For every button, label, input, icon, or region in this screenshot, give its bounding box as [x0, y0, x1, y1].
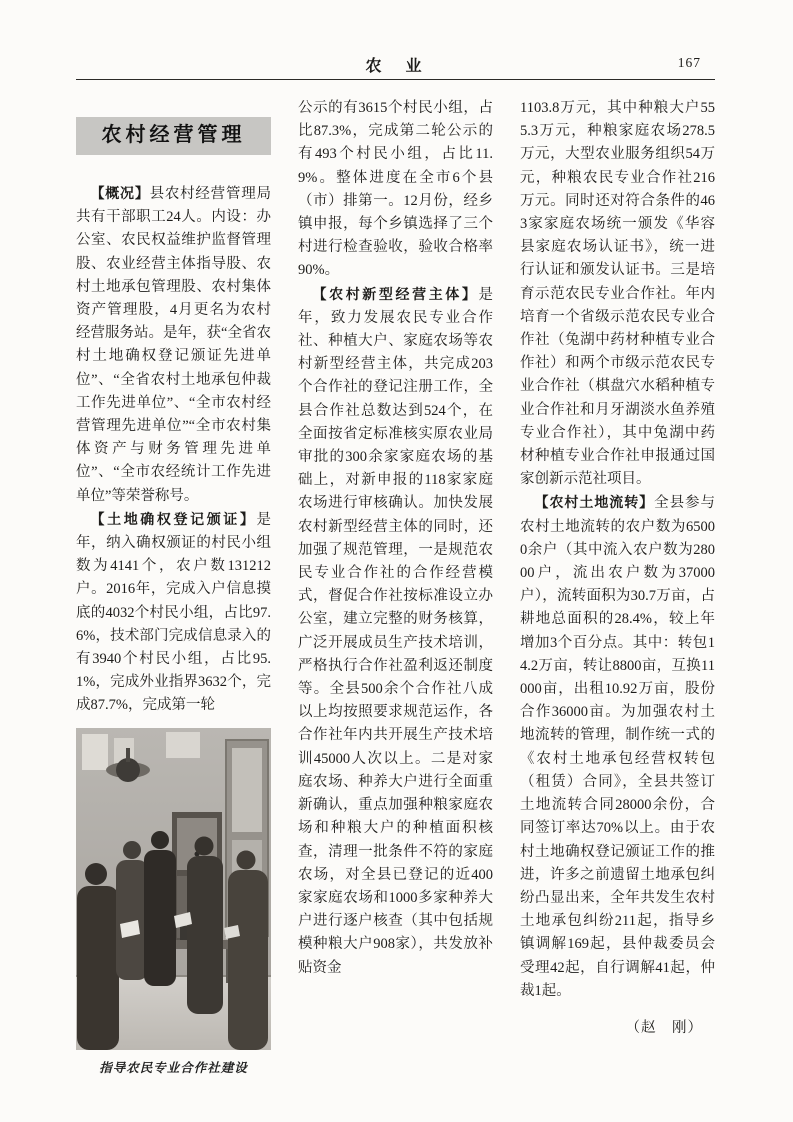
page-number: 167 [677, 55, 701, 70]
paragraph-text-land-cert-cont: 公示的有3615个村民小组，占比87.3%，完成第二轮公示的有493个村民小组，占比11.9%。整体进度在全市6个县（市）排第一。12月份，经乡镇申报，每个乡镇选择了三个村进行检查验收，验收合格率90%。 [298, 100, 493, 279]
paragraph-new-entities-continuation [520, 97, 715, 491]
paragraph-label-new-entities: 【农村新型经营主体】 [312, 285, 479, 302]
running-head-title: 农 业 [365, 58, 426, 75]
paragraph-text-new-entities-cont: 1103.8万元，其中种粮大户555.3万元，种粮家庭农场278.5万元，大型农业服务组织54万元，种粮农民专业合作社216万元。同时还对符合条件的463家家庭农场统一颁发《华容县家庭农场认证书》，统一进行认证和颁发认证书。三是培育示范农民专业合作社。年内培育一个省级示范农民专业合作社（兔湖中药材种植专业合作社）和两个市级示范农民专业合作社（棋盘穴水稻种植专业合作社和月牙湖淡水鱼养殖专业合作社），其中兔湖中药材种植专业合作社申报通过国家创新示范社项目。 [520, 100, 715, 488]
photo-caption: 指导农民专业合作社建设 [99, 1060, 248, 1075]
paragraph-text-land-cert: 是年，纳入确权颁证的村民小组数为4141个，农户数131212户。2016年，完成入户信息摸底的4032个村民小组，占比97.6%，技术部门完成信息录入的有3940个村民小组，占比95.1%，完成外业指界3632个，完成87.7%，完成第一轮 [76, 511, 271, 714]
article-columns [76, 97, 715, 1080]
paragraph-label-overview: 【概况】 [90, 185, 150, 201]
column-middle [298, 97, 493, 1080]
paragraph-label-land-cert: 【土地确权登记颁证】 [90, 510, 257, 527]
paragraph-text-overview: 县农村经营管理局共有干部职工24人。内设：办公室、农民权益维护监督管理股、农业经营主体指导股、农村土地承包管理股、农村集体资产管理股，4月更名为农村经营服务站。是年，获“全省农村土地确权登记颁证先进单位”、“全省农村土地承包仲裁工作先进单位”、“全市农村经营管理先进单位”“全市农村集体资产与财务管理先进单位”、“全市农经统计工作先进单位”等荣誉称号。 [76, 186, 272, 504]
paragraph-label-land-transfer: 【农村土地流转】 [534, 494, 655, 511]
paragraph-land-cert-continuation [298, 97, 493, 283]
column-left [76, 97, 271, 1080]
paragraph-land-cert [76, 508, 271, 718]
photo [76, 728, 271, 1050]
byline: （赵 刚） [625, 1019, 703, 1036]
page-header [76, 50, 715, 80]
paragraph-new-entities [298, 283, 493, 980]
section-title: 农村经营管理 [101, 124, 246, 147]
paragraph-text-new-entities: 是年，致力发展农民专业合作社、种植大户、家庭农场等农村新型经营主体，共完成203个合作社的登记注册工作，全县合作社总数达到524个，在全面按省定标准核实原农业局审批的300余家家庭农场的基础上，对新申报的118家家庭农场进行审核确认。加快发展农村新型经营主体的同时，还加强了规范管理，一是规范农民专业合作社的合作经营模式，督促合作社按标准设立办公室，建立完整的财务核算，广泛开展成员生产技术培训，严格执行合作社盈利返还制度等。全县500余个合作社八成以上均按照要求规范运作，各合作社年内共开展生产技术培训45000人次以上。二是对家庭农场、种养大户进行全面重新确认，重点加强种粮家庭农场和种粮大户的种植面积核查，清理一批条件不符的家庭农场，对全县已登记的近400家家庭农场和1000多家种养大户进行逐户核查（其中包括规模种粮大户908家），共发放补贴资金 [298, 286, 493, 976]
photo-figure [76, 728, 271, 1080]
section-title-box [76, 117, 271, 155]
column-right [520, 97, 715, 1080]
paragraph-land-transfer [520, 491, 715, 1002]
paragraph-text-land-transfer: 全县参与农村土地流转的农户数为65000余户（其中流入农户数为28000户，流出农户数为37000户），流转面积为30.7万亩，占耕地总面积的28.4%，较上年增加3个百分点。其中：转包14.2万亩，转让8800亩，互换11000亩，出租10.92万亩，股份合作36000亩。为加强农村土地流转的管理，制作统一式的《农村土地承包经营权转包（租赁）合同》，全县共签订土地流转合同28000余份，合同签订率达70%以上。由于农村土地确权登记颁证工作的推进，许多之前遗留土地承包纠纷凸显出来，全年共发生农村土地承包纠纷211起，指导乡镇调解169起，县仲裁委员会受理42起，自行调解41起，仲裁1起。 [520, 495, 716, 999]
paragraph-overview [76, 182, 271, 508]
